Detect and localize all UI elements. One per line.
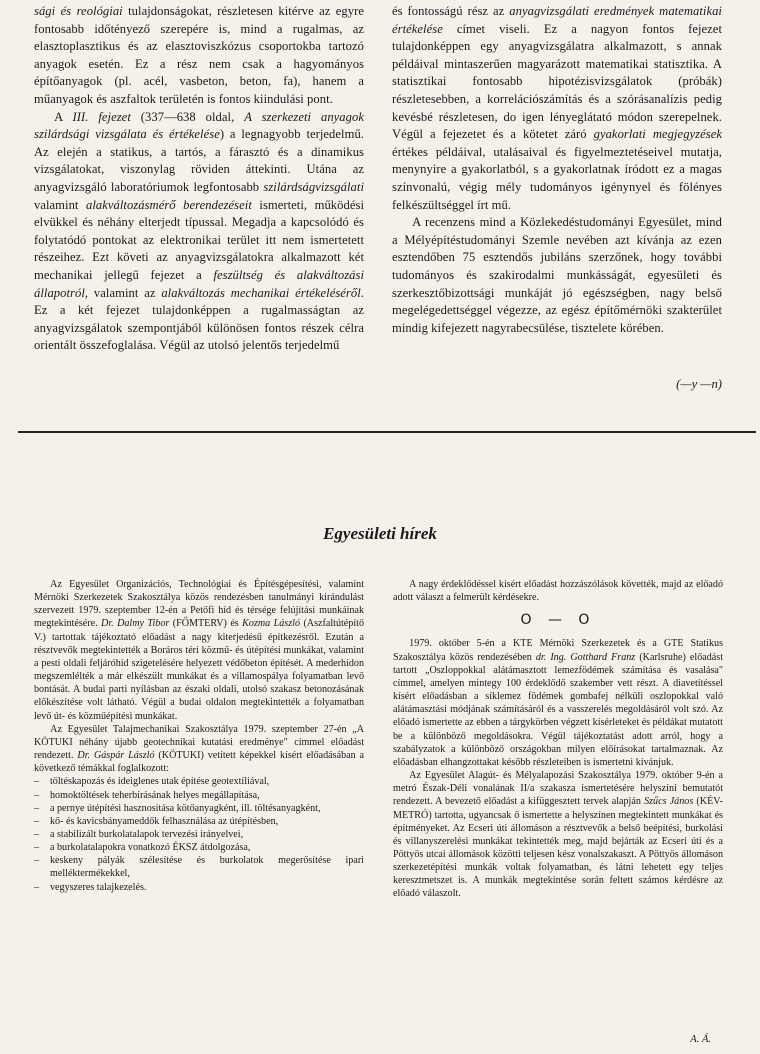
paragraph: és fontosságú rész az anyagvizsgálati eredmények matematikai értékelése címet viseli. Ez a nagyon fontos fejezet tulajdonképpen egy anyagvizsgálatra alkalmazott, s annak példáival mintaszerűen magyarázott matematikai statisztika. A statisztikai fontosabb hipotézisvizsgálatok (próbák) részletesebben, a korrelációszámítás és a szórásanalízis pedig kevésbé részletesen, do igen lényeglátató módon szerepelnek. Végül a fejezetet és a kötetet záró gyakorlati megjegyzések értékes példáival, utalásaival és figyelmeztetéseivel mutatja, menynyire a gyakorlatból, s a gyakorlatnak íródott ez a magas színvonalú, végig mély tudományos igénynyel és fölényes felkészültséggel írt mű. bbox=[392, 4, 723, 212]
list-item: – a burkolatalapokra vonatkozó ÉKSZ átdolgozása, bbox=[34, 841, 364, 854]
list-item: – kő- és kavicsbányameddők felhasználása az útépítésben, bbox=[34, 815, 364, 828]
list-item: – a stabilizált burkolatalapok tervezési irányelvei, bbox=[34, 828, 364, 841]
news-signature: A. Á. bbox=[690, 1034, 711, 1045]
separator-ornament: O — O bbox=[520, 612, 596, 629]
news-paragraph: A nagy érdeklődéssel kísért előadást hozzászólások követték, majd az előadó adott választ a felmerült kérdésekre. bbox=[393, 579, 723, 604]
paragraph: A III. fejezet (337—638 oldal, A szerkezeti anyagok szilárdsági vizsgálata és értékelése) a legnagyobb terjedelmű. Az elején a statikus, a tartós, a fárasztó és a dinamikus vizsgálatokat, viszonylag röviden áttekinti. Utána az anyagvizsgáló laboratóriumok legfontosabb szilárdságvizsgálati valamint alakváltozásmérő berendezéseit ismerteti, működési elvükkel és néhány elterjedt típussal. Megadja a kapcsolódó és folytatódó pontokat az elektronikai terület itt nem ismertetett részeihez. Ezt követi az anyagvizsgálatokra alkalmazott két mechanikai jellegű fejezet a feszültség és alakváltozási állapotról, valamint az alakváltozás mechanikai értékeléséről. Ez a két fejezet tulajdonképpen a rugalmasságtan az anyagvizsgálatok szempontjából különösen fontos részek célra orientált összefoglalása. Végül az utolsó jelentős terjedelmű bbox=[34, 109, 364, 353]
paragraph: sági és reológiai tulajdonságokat, részletesen kitérve az egyre fontosabb időtényező szerepére is, mind a rugalmas, az elasztoplasztikus és az elasztoviszkózus csoportokba tartozó anyagok esetén. Ez a rész nem csak a hagyományos építőanyagok (pl. acél, vasbeton, beton, fa), hanem a műanyagok és aszfaltok területén is fontos kiindulási pont. bbox=[34, 4, 364, 106]
section-divider bbox=[18, 431, 756, 433]
top-left-column bbox=[34, 3, 364, 355]
section-heading: Egyesületi hírek bbox=[323, 524, 437, 543]
list-item: – keskeny pályák szélesítése és burkolatok megerősítése ipari melléktermékekkel, bbox=[34, 854, 364, 880]
news-paragraph: Az Egyesület Talajmechanikai Szakosztálya 1979. szeptember 27-én „A KÖTUKI néhány újabb geotechnikai kutatási eredménye" címmel előadást rendezett. Dr. Gáspár László (KÖTUKI) vetített képekkel kísért előadásában a következő témákkal foglalkozott: bbox=[34, 723, 365, 775]
top-right-column bbox=[392, 3, 722, 337]
news-paragraph: Az Egyesület Alagút- és Mélyalapozási Szakosztálya 1979. október 9-én a metró Észak-Déli vonalának II/a szakasza ismertetésére helyszíni bemutatót rendezett. A bevezető előadást a kifüggesztett tervek alapján Szűcs János (KÉV-METRÓ) tartotta, ugyancsak ő ismertette a helyszínen megtekintett munkákat és építményeket. Az Ecseri úti állomáson a résztvevők a belső beépítési, burkolási és villanyszerelési munkákat tekintették meg, majd bejárták az Ecseri úti és a Pöttyös utcai állomások közötti teljesen kész vonalszakaszt. A Pöttyös állomáson szerkezetépítési munkák voltak folyamatban, és látni lehetett egy teljes keresztmetszet is. A munkák megtekintése során feltett számos kérdésre az előadó válaszolt. bbox=[393, 770, 723, 900]
list-item: – homoktöltések teherbírásának helyes megállapítása, bbox=[34, 789, 364, 802]
list-item: – a pernye útépítési hasznosítása kötőanyagként, ill. töltésanyagként, bbox=[34, 802, 364, 815]
bottom-right-column bbox=[393, 578, 723, 901]
bottom-left-column bbox=[34, 578, 364, 894]
paragraph: A recenzens mind a Közlekedéstudományi Egyesület, mind a Mélyépítéstudományi Szemle nevében azt kívánja az ezen esztendőben 75 esztendős jubiláns szerzőnek, hogy további tudományos és szakirodalmi munkásságát, egyesületi és szerkesztőbizottsági munkáját jó egészségben, nagy belső megelégedettséggel végezze, az egész építőmérnöki szakterület mindig kifejezett nagyrabecsülése, tisztelete körében. bbox=[392, 215, 722, 335]
review-signature: (—y —n) bbox=[676, 377, 722, 391]
news-paragraph: 1979. október 5-én a KTE Mérnöki Szerkezetek és a GTE Statikus Szakosztálya közös rendezésében dr. Ing. Gotthard Franz (Karlsruhe) előadást tartott „Oszloppokkal alátámasztott lemezfödémek számítása és vasalása" címmel, amelyen mintegy 100 érdeklődő szakember vett részt. A diavetítéssel kísért előadásban a síklemez födémek gombafej nélküli oszlopokkal való alátámasztási módjának számításáról és a vasszerelés megoldásáról volt szó. Az előadó ismertette az ebben a tárgykörben végzett kísérleteket és példákat mutatott be a különböző megoldásokra. Végül tájékoztatást adott arról, hogy a szabályzatok a különböző országokban milyen előírásokat tartalmaznak. Az előadásban elhangzottakat később részleteiben is ismertetni kívánjuk. bbox=[393, 638, 723, 768]
news-paragraph: Az Egyesület Organizációs, Technológiai és Építésgépesítési, valamint Mérnöki Szerkezetek Szakosztálya közös rendezésben tanulmányi kirándulást szervezett 1979. szeptember 12-én a Petőfi híd és térsége felújítási munkáinak megtekintésére. Dr. Dalmy Tibor (FŐMTERV) és Kozma László (Aszfaltútépítő V.) tartottak tájékoztató előadást a nagy kiterjedésű építkezésről. Ezután a résztvevők megtekintették a Boráros téri közmű- és útépítési munkákat, valamint a pesti oldali feljáróhíd szigetelésére helyezett védőbeton építését. A mederhídon megszemlélték a már elkészült munkákat és a villamospálya folyamatban levő bontását. A budai parti nyílásban az északi oldali, utolsó szakasz betonozásának előkészítése volt látható. Végül a budai oldalon megtekintették a folyamatban levő út- és közműépítési munkákat. bbox=[34, 579, 364, 722]
topic-list bbox=[34, 775, 364, 893]
list-item: – vegyszeres talajkezelés. bbox=[34, 881, 364, 894]
list-item: – töltéskapozás és ideiglenes utak építése geotextíliával, bbox=[34, 775, 364, 788]
